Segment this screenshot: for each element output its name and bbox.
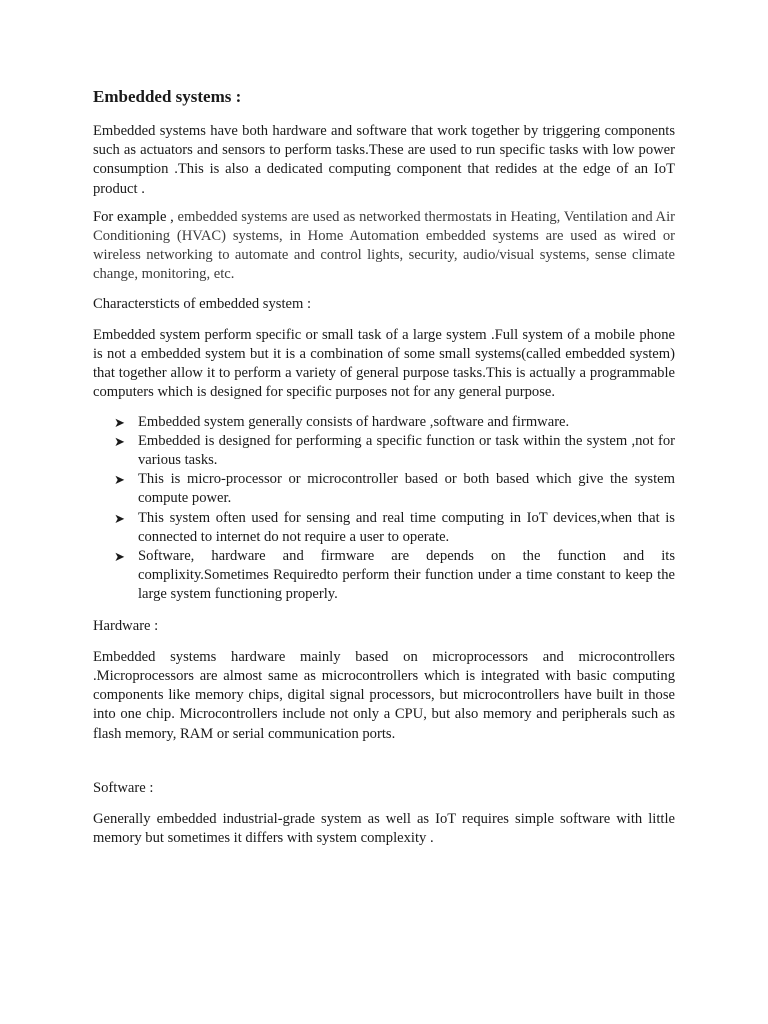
arrowhead-bullet-icon: ➤	[114, 414, 125, 430]
software-paragraph: Generally embedded industrial-grade system as well as IoT requires simple software with little memory but sometimes it differs with system complexity .	[93, 811, 675, 847]
list-item-text: Embedded system generally consists of hardware ,software and firmware.	[138, 413, 570, 430]
list-item-text: Software, hardware and firmware are depends on the function and its complixity.Sometimes Requiredto perform their function under a time constant to keep the large system functioning properly.	[138, 548, 675, 603]
arrowhead-bullet-icon: ➤	[114, 549, 125, 565]
arrowhead-bullet-icon: ➤	[114, 510, 125, 526]
section-spacer	[93, 753, 675, 769]
list-item	[93, 547, 675, 605]
intro-paragraph: Embedded systems have both hardware and software that work together by triggering components such as actuators and sensors to perform tasks.These are used to run specific tasks with low power consumption .This is also a dedicated computing component that redides at the edge of an IoT product .	[93, 123, 675, 197]
list-item	[93, 509, 675, 547]
list-item	[93, 413, 675, 432]
list-item-text: This is micro-processor or microcontroller based or both based which give the system compute power.	[138, 471, 675, 507]
software-heading: Software :	[93, 779, 154, 796]
example-text: embedded systems are used as networked thermostats in Heating, Ventilation and Air Conditioning (HVAC) systems, in Home Automation embedded systems are used as wired or wireless networking to automate and control lights, security, audio/visual systems, sense climate change, monitoring, etc.	[93, 208, 675, 283]
arrowhead-bullet-icon: ➤	[114, 433, 125, 449]
characteristics-heading: Charactersticts of embedded system :	[93, 295, 312, 312]
list-item-text: Embedded is designed for performing a specific function or task within the system ,not for various tasks.	[138, 432, 675, 469]
list-item	[93, 470, 675, 508]
arrowhead-bullet-icon: ➤	[114, 472, 125, 488]
hardware-paragraph: Embedded systems hardware mainly based on microprocessors and microcontrollers .Microprocessors are almost same as microcontrollers which is integrated with basic computing components like memory chips, digital signal processors, but microcontrollers have built in those into one chip. Microcontrollers include not only a CPU, but also memory and peripherals such as flash memory, RAM or serial communication ports.	[93, 648, 675, 742]
document-title: Embedded systems :	[93, 87, 242, 106]
example-paragraph	[93, 208, 675, 285]
characteristics-paragraph: Embedded system perform specific or small task of a large system .Full system of a mobile phone is not a embedded system but it is a combination of some small systems(called embedded system) that together allow it to perform a variety of general purpose tasks.This is actually a programmable computers which is designed for specific purposes not for any general purpose.	[93, 326, 675, 401]
list-item-text: This system often used for sensing and real time computing in IoT devices,when that is connected to internet do not require a user to operate.	[138, 509, 675, 545]
example-lead: For example ,	[93, 208, 174, 225]
list-item	[93, 432, 675, 470]
characteristics-list	[93, 413, 675, 605]
hardware-heading: Hardware :	[93, 617, 159, 634]
